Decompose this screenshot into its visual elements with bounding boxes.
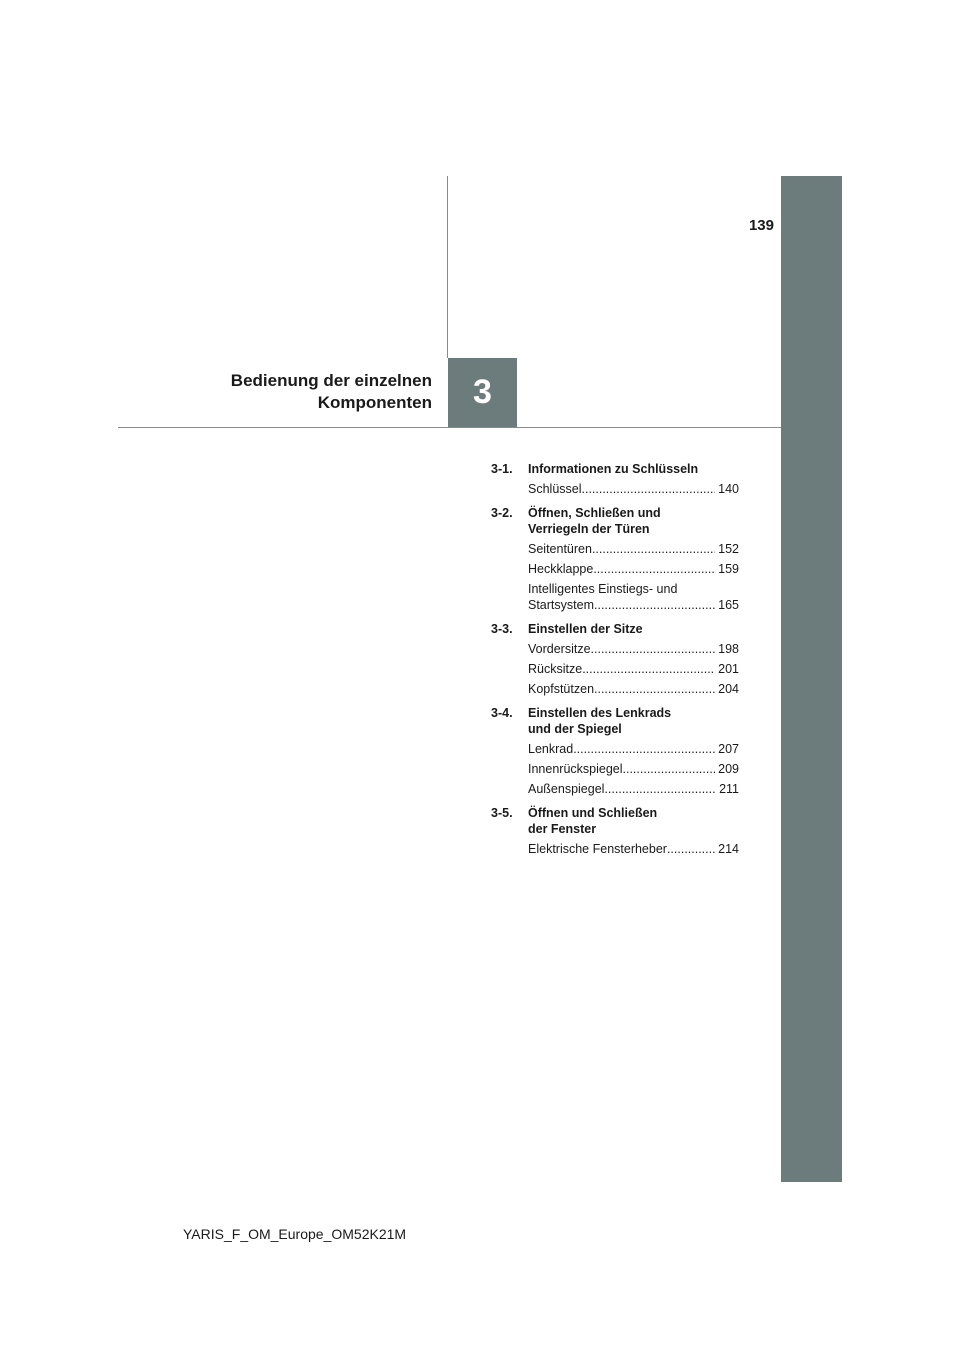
toc-entry-text: Innenrückspiegel ..... (528, 761, 715, 777)
toc-entry-text: Schlüssel ..... (528, 481, 715, 497)
chapter-title (180, 370, 432, 414)
toc-entry[interactable] (528, 481, 739, 497)
toc-section-number: 3-2. (491, 506, 513, 520)
toc-entry-page: 214 (715, 841, 739, 857)
chapter-number-box (448, 358, 517, 427)
toc-entry-text: Elektrische Fensterheber ..... (528, 841, 715, 857)
toc-entry-page: 159 (715, 561, 739, 577)
toc-section-title: Öffnen und Schließen der Fenster (528, 806, 658, 836)
toc-section-number: 3-5. (491, 806, 513, 820)
toc-entry-text: Heckklappe ..... (528, 561, 715, 577)
document-footer: YARIS_F_OM_Europe_OM52K21M (183, 1226, 407, 1242)
toc-section-number: 3-1. (491, 462, 513, 476)
toc-entry-page: 211 (716, 781, 739, 797)
toc-section (491, 621, 739, 637)
toc-entry-page: 204 (715, 681, 739, 697)
horizontal-divider (118, 427, 781, 428)
chapter-title-line1: Bedienung der einzelnen (230, 371, 432, 390)
table-of-contents (491, 461, 739, 857)
page-number: 139 (748, 217, 774, 234)
toc-entry-text: Kopfstützen ..... (528, 681, 715, 697)
chapter-number: 3 (473, 373, 492, 411)
toc-entry[interactable] (528, 761, 739, 777)
toc-entry[interactable] (528, 641, 739, 657)
toc-entry[interactable] (528, 581, 739, 613)
toc-entry-text: Intelligentes Einstiegs- und Startsystem ..... (528, 581, 715, 613)
toc-entry-page: 209 (715, 761, 739, 777)
toc-entry-page: 207 (715, 741, 739, 757)
chapter-title-line2: Komponenten (317, 393, 432, 412)
toc-entry-page: 140 (715, 481, 739, 497)
toc-section-title: Informationen zu Schlüsseln (528, 462, 699, 476)
toc-entry-text: Außenspiegel ..... (528, 781, 716, 797)
toc-section-title: Öffnen, Schließen und Verriegeln der Türen (528, 506, 661, 536)
toc-entry[interactable] (528, 841, 739, 857)
toc-entry[interactable] (528, 741, 739, 757)
toc-entry-page: 198 (715, 641, 739, 657)
toc-entry-text: Seitentüren ..... (528, 541, 715, 557)
toc-section (491, 805, 739, 837)
toc-entry[interactable] (528, 661, 739, 677)
toc-entry[interactable] (528, 681, 739, 697)
toc-entry-page: 165 (715, 597, 739, 613)
toc-entry[interactable] (528, 541, 739, 557)
toc-entry-text: Vordersitze ..... (528, 641, 715, 657)
toc-section-title: Einstellen des Lenkrads und der Spiegel (528, 706, 672, 736)
toc-section-number: 3-4. (491, 706, 513, 720)
toc-section (491, 505, 739, 537)
toc-section-number: 3-3. (491, 622, 513, 636)
toc-section-title: Einstellen der Sitze (528, 622, 643, 636)
toc-section (491, 461, 739, 477)
toc-entry[interactable] (528, 781, 739, 797)
toc-entry-text: Rücksitze ..... (528, 661, 715, 677)
vertical-divider (447, 176, 448, 358)
toc-entry[interactable] (528, 561, 739, 577)
chapter-side-tab (781, 176, 842, 1182)
toc-entry-page: 201 (715, 661, 739, 677)
toc-section (491, 705, 739, 737)
toc-entry-text: Lenkrad ..... (528, 741, 715, 757)
toc-entry-page: 152 (715, 541, 739, 557)
